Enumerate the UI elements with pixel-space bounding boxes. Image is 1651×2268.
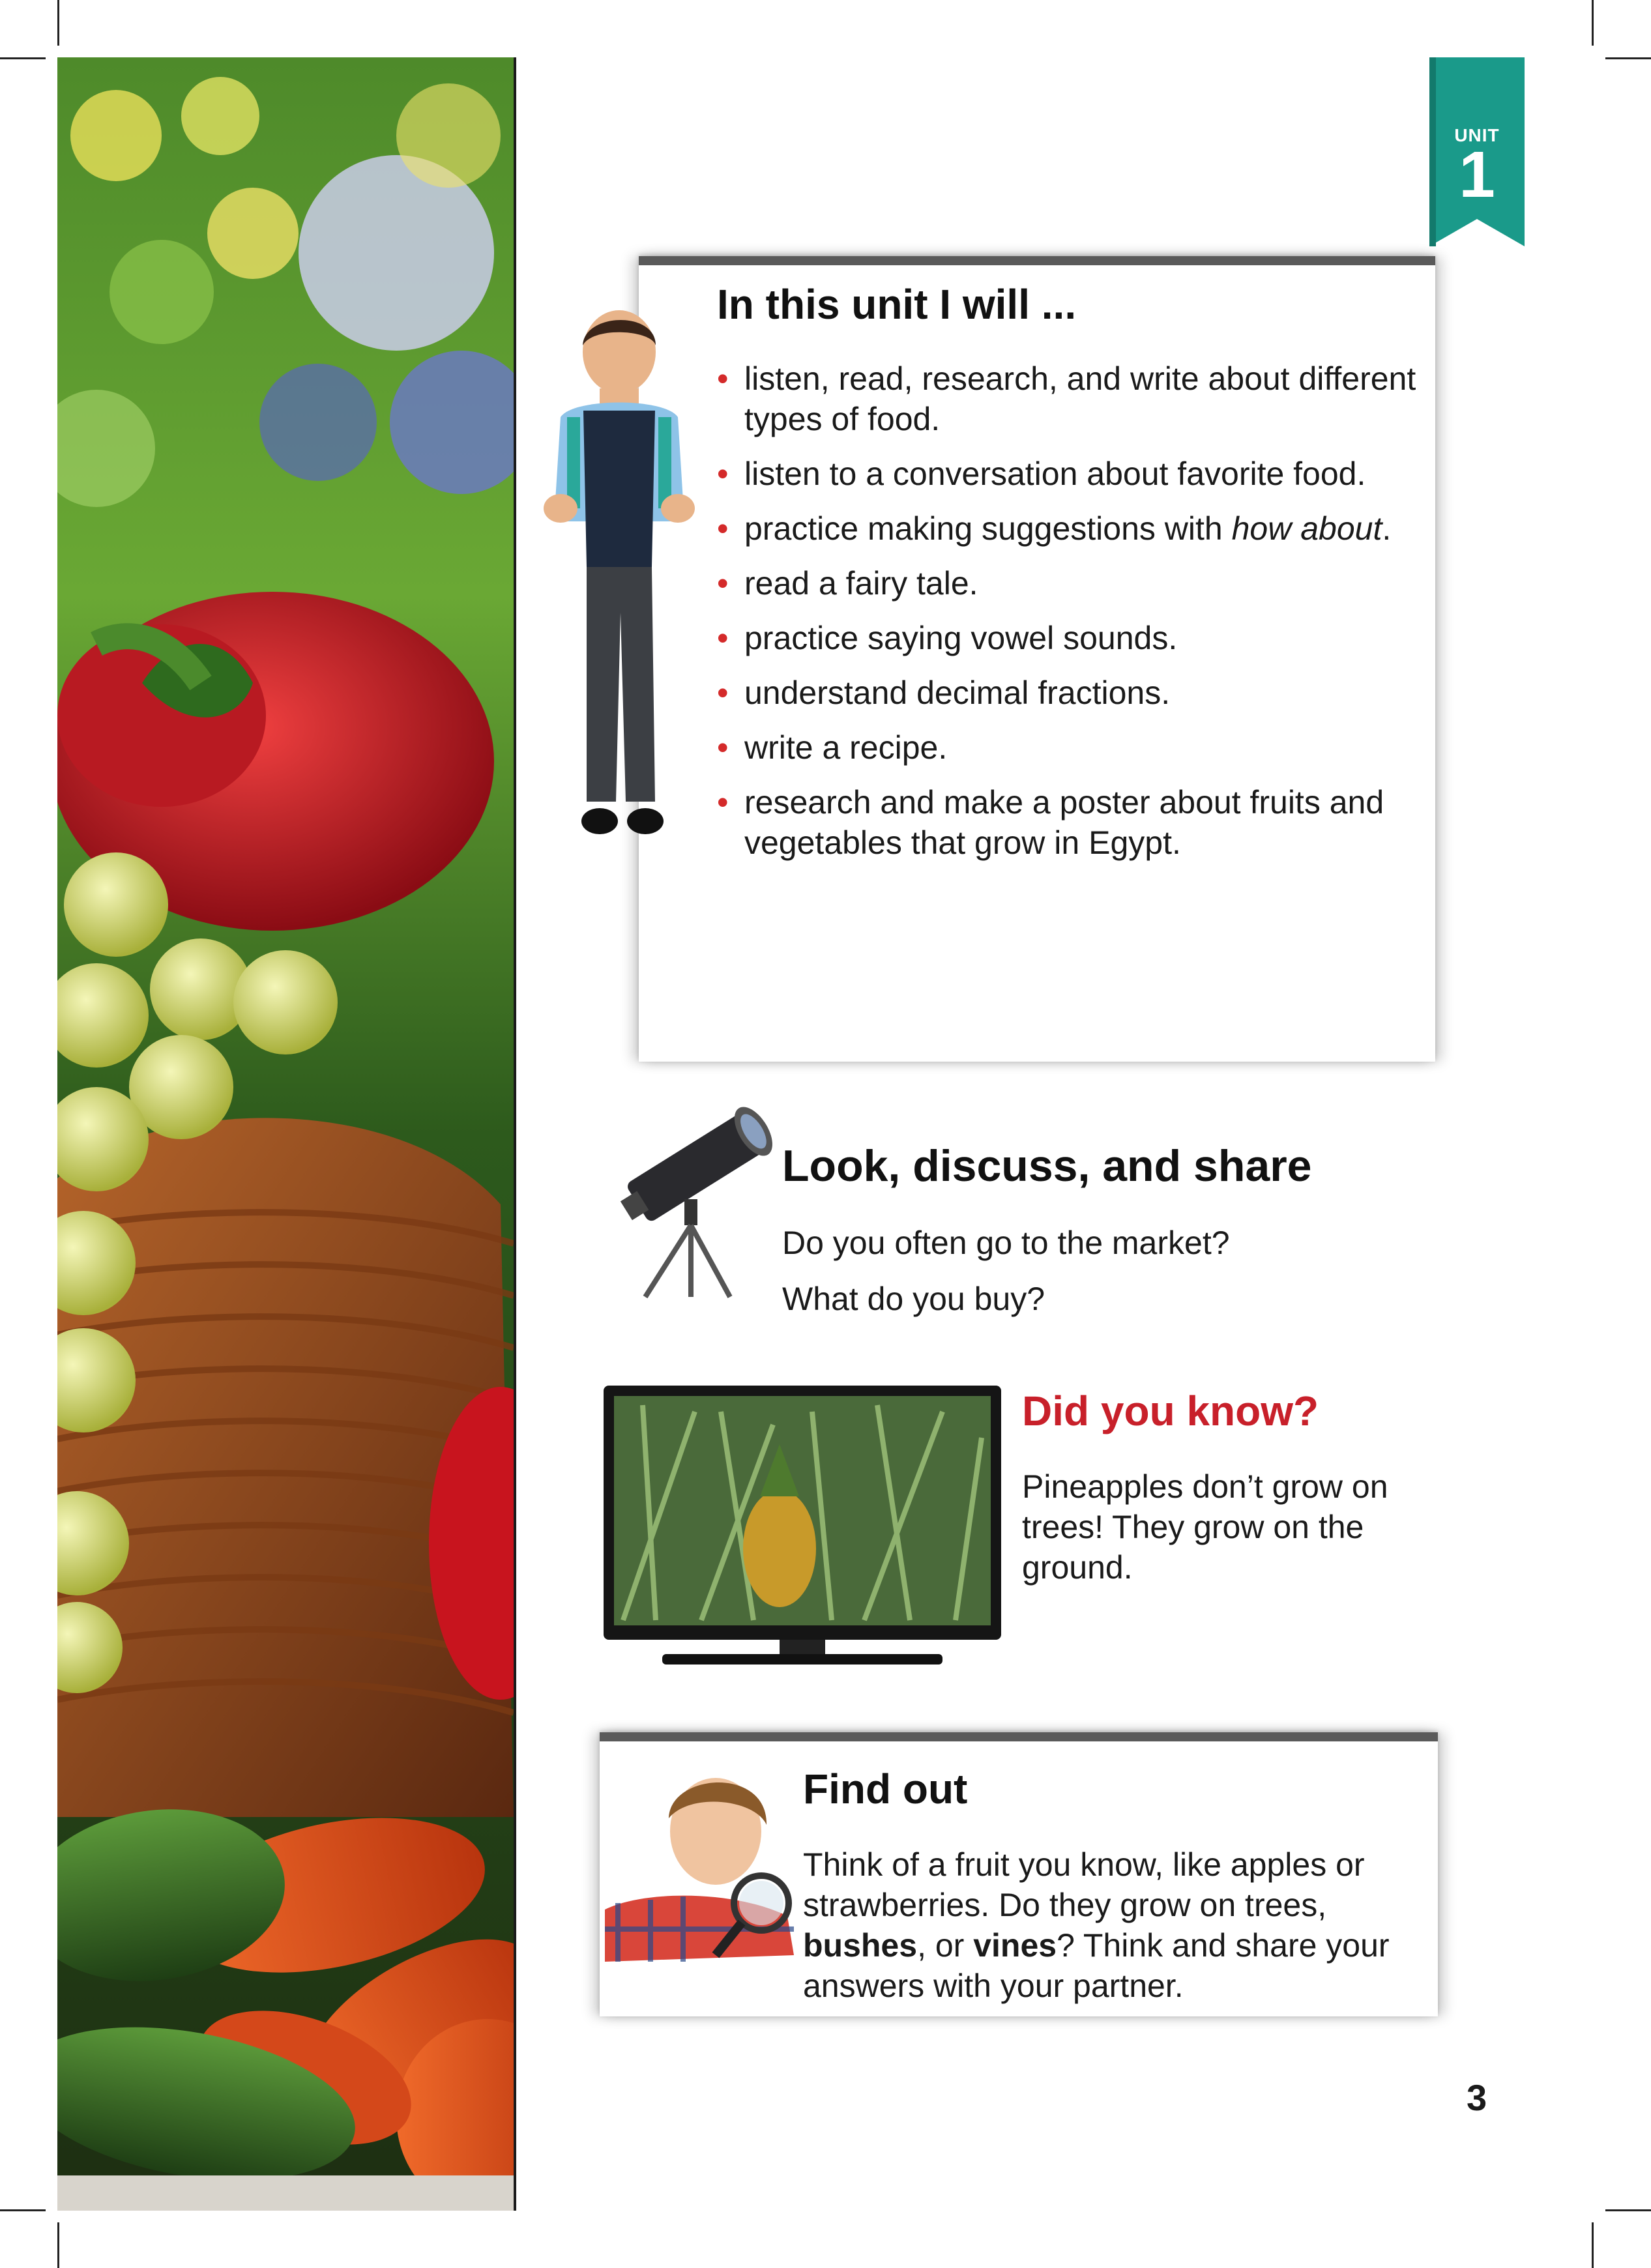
unit-number: 1 (1459, 138, 1495, 211)
crop-mark-tr-v (1592, 0, 1594, 46)
goal-item: • practice saying vowel sounds. (717, 618, 1421, 658)
crop-mark-bl-v (57, 2222, 59, 2268)
pineapple-tv-image (604, 1386, 1001, 1672)
find-out-title: Find out (803, 1766, 968, 1812)
goal-item: • research and make a poster about fruits and vegetables that grow in Egypt. (717, 782, 1421, 863)
crop-mark-br-h (1605, 2209, 1651, 2211)
unit-goals-list (717, 358, 1421, 877)
look-discuss-title: Look, discuss, and share (782, 1141, 1312, 1191)
student-boy-illustration (521, 306, 710, 854)
unit-goals-title: In this unit I will ... (717, 281, 1077, 328)
look-question: Do you often go to the market? (782, 1225, 1230, 1261)
unit-label: UNIT (1454, 125, 1500, 145)
goal-item: • listen, read, research, and write about different types of food. (717, 358, 1421, 439)
crop-mark-tl-v (57, 0, 59, 46)
did-you-know-text: Pineapples don’t grow on trees! They grow on the ground. (1022, 1468, 1388, 1586)
goal-item: • read a fairy tale. (717, 563, 1421, 603)
telescope-icon (606, 1088, 776, 1303)
goal-item: • practice making suggestions with how about. (717, 508, 1421, 549)
goal-item: • understand decimal fractions. (717, 673, 1421, 713)
page-number: 3 (1467, 2077, 1487, 2118)
vegetables-illustration (57, 57, 514, 2211)
goal-item: • write a recipe. (717, 727, 1421, 768)
crop-mark-tl-h (0, 57, 46, 59)
crop-mark-tr-h (1605, 57, 1651, 59)
did-you-know-title: Did you know? (1022, 1388, 1319, 1434)
crop-mark-br-v (1592, 2222, 1594, 2268)
unit-ribbon (1429, 57, 1525, 246)
goal-item: • listen to a conversation about favorite food. (717, 454, 1421, 494)
vegetables-photo (57, 57, 516, 2211)
boy-magnifier-illustration (605, 1760, 794, 1975)
crop-mark-bl-h (0, 2209, 46, 2211)
look-question: What do you buy? (782, 1281, 1045, 1317)
find-out-text: Think of a fruit you know, like apples or strawberries. Do they grow on trees, bushes, or vines? Think and share your answers with your partner. (803, 1846, 1390, 2004)
